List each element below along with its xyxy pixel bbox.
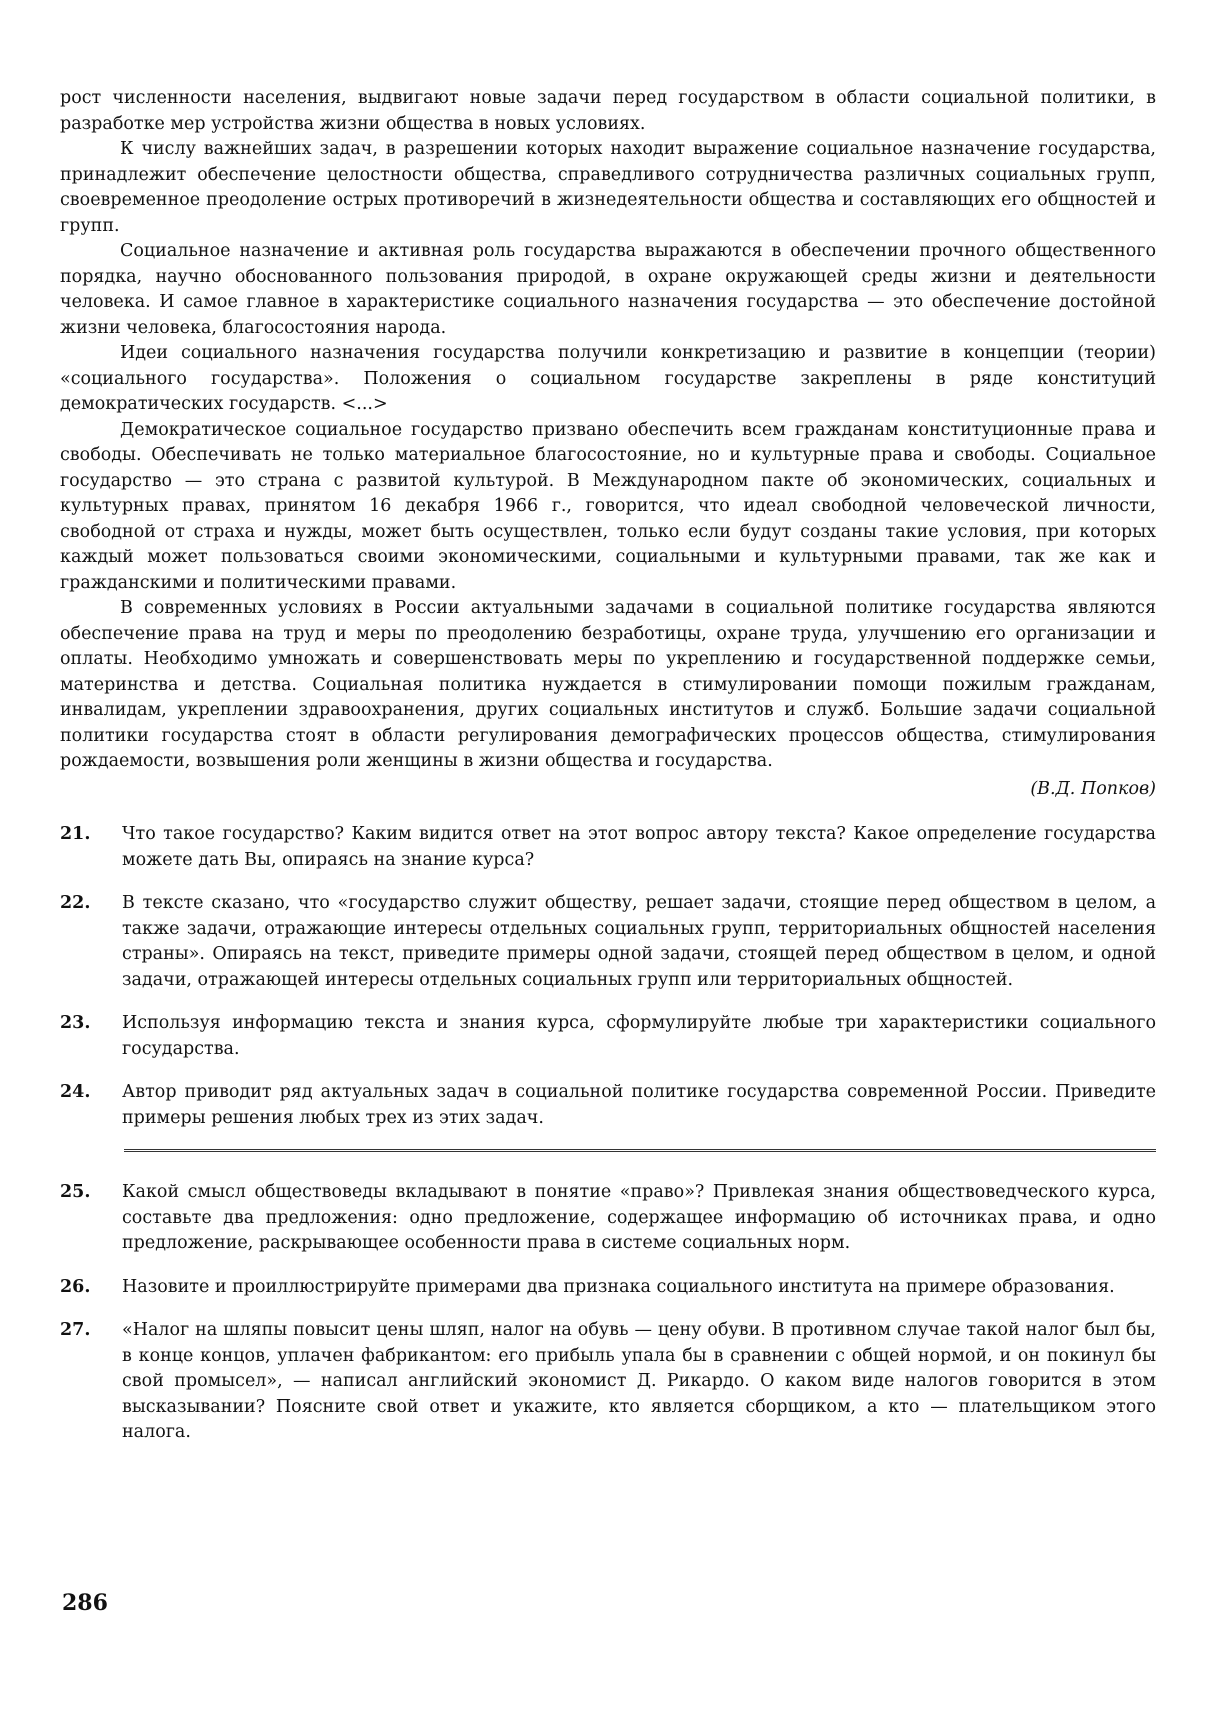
text-attribution: (В.Д. Попков) [1030,778,1156,799]
question-number: 22. [60,893,91,913]
question-item [60,822,1156,873]
question-text: Автор приводит ряд актуальных задач в социальной политике государства современной России. Приведите примеры решения любых трех из этих задач. [122,1082,1156,1128]
question-item [60,1318,1156,1446]
question-item [60,1275,1156,1301]
question-text: Какой смысл обществоведы вкладывают в понятие «право»? Привлекая знания обществоведческого курса, составьте два предложения: одно предложение, содержащее информацию об источниках права, и одно предложение, раскрывающее особенности права в системе социальных норм. [122,1182,1156,1253]
question-number: 26. [60,1276,91,1297]
section-divider [124,1149,1156,1152]
question-text: Используя информацию текста и знания курса, сформулируйте любые три характеристики социального государства. [122,1013,1156,1059]
questions-block-b [60,1180,1156,1446]
question-number: 27. [60,1320,91,1340]
question-number: 23. [60,1013,91,1033]
paragraph: В современных условиях в России актуальными задачами в социальной политике государства являются обеспечение права на труд и меры по преодолению безработицы, охране труда, улучшению его организации и оплаты. Необходимо умножать и совершенствовать меры по укреплению и государственной поддержке семьи, материнства и детства. Социальная политика нуждается в стимулировании помощи пожилым гражданам, инвалидам, укреплении здравоохранения, других социальных институтов и служб. Большие задачи социальной политики государства стоят в области регулирования демографических процессов общества, стимулирования рождаемости, возвышения роли женщины в жизни общества и государства. [60,598,1156,771]
page-content [60,86,1156,1464]
paragraph: К числу важнейших задач, в разрешении которых находит выражение социальное назначение государства, принадлежит обеспечение целостности общества, справедливого сотрудничества различных социальных групп, своевременное преодоление острых противоречий в жизнедеятельности общества и составляющих его общностей и групп. [60,139,1156,236]
question-text: «Налог на шляпы повысит цены шляп, налог на обувь — цену обуви. В противном случае такой налог был бы, в конце концов, уплачен фабрикантом: его прибыль упала бы в сравнении с общей нормой, и он покинул бы свой промысел», — написал английский экономист Д. Рикардо. О каком виде налогов говорится в этом высказывании? Поясните свой ответ и укажите, кто является сборщиком, а кто — плательщиком этого налога. [122,1320,1156,1442]
paragraph: Идеи социального назначения государства получили конкретизацию и развитие в концепции (теории) «социального государства». Положения о социальном государстве закреплены в ряде конституций демократических государств. <...> [60,343,1156,414]
question-text: В тексте сказано, что «государство служит обществу, решает задачи, стоящие перед обществом в целом, а также задачи, отражающие интересы отдельных социальных групп, территориальных общностей населения страны». Опираясь на текст, приведите примеры одной задачи, стоящей перед обществом в целом, и одной задачи, отражающей интересы отдельных социальных групп или территориальных общностей. [122,893,1156,990]
page-number: 286 [62,1590,108,1616]
paragraph: Демократическое социальное государство призвано обеспечить всем гражданам конституционные права и свободы. Обеспечивать не только материальное благосостояние, но и культурные права и свободы. Социальное государство — это страна с развитой культурой. В Международном пакте об экономических, социальных и культурных правах, принятом 16 декабря 1966 г., говорится, что идеал свободной человеческой личности, свободной от страха и нужды, может быть осуществлен, только если будут созданы такие условия, при которых каждый может пользоваться своими экономическими, социальными и культурными правами, так же как и гражданскими и политическими правами. [60,419,1156,593]
question-text: Что такое государство? Каким видится ответ на этот вопрос автору текста? Какое определение государства можете дать Вы, опираясь на знание курса? [122,824,1156,870]
question-number: 25. [60,1182,91,1202]
questions-block-a [60,822,1156,1131]
paragraph: рост численности населения, выдвигают новые задачи перед государством в области социальной политики, в разработке мер устройства жизни общества в новых условиях. [60,88,1156,134]
source-text [60,86,1156,802]
question-number: 21. [60,824,91,844]
question-text: Назовите и проиллюстрируйте примерами два признака социального института на примере образования. [122,1276,1115,1297]
question-item [60,1180,1156,1257]
question-item [60,891,1156,993]
question-item [60,1080,1156,1131]
paragraph: Социальное назначение и активная роль государства выражаются в обеспечении прочного общественного порядка, научно обоснованного пользования природой, в охране окружающей среды жизни и деятельности человека. И самое главное в характеристике социального назначения государства — это обеспечение достойной жизни человека, благосостояния народа. [60,241,1156,338]
question-number: 24. [60,1082,91,1102]
question-item [60,1011,1156,1062]
